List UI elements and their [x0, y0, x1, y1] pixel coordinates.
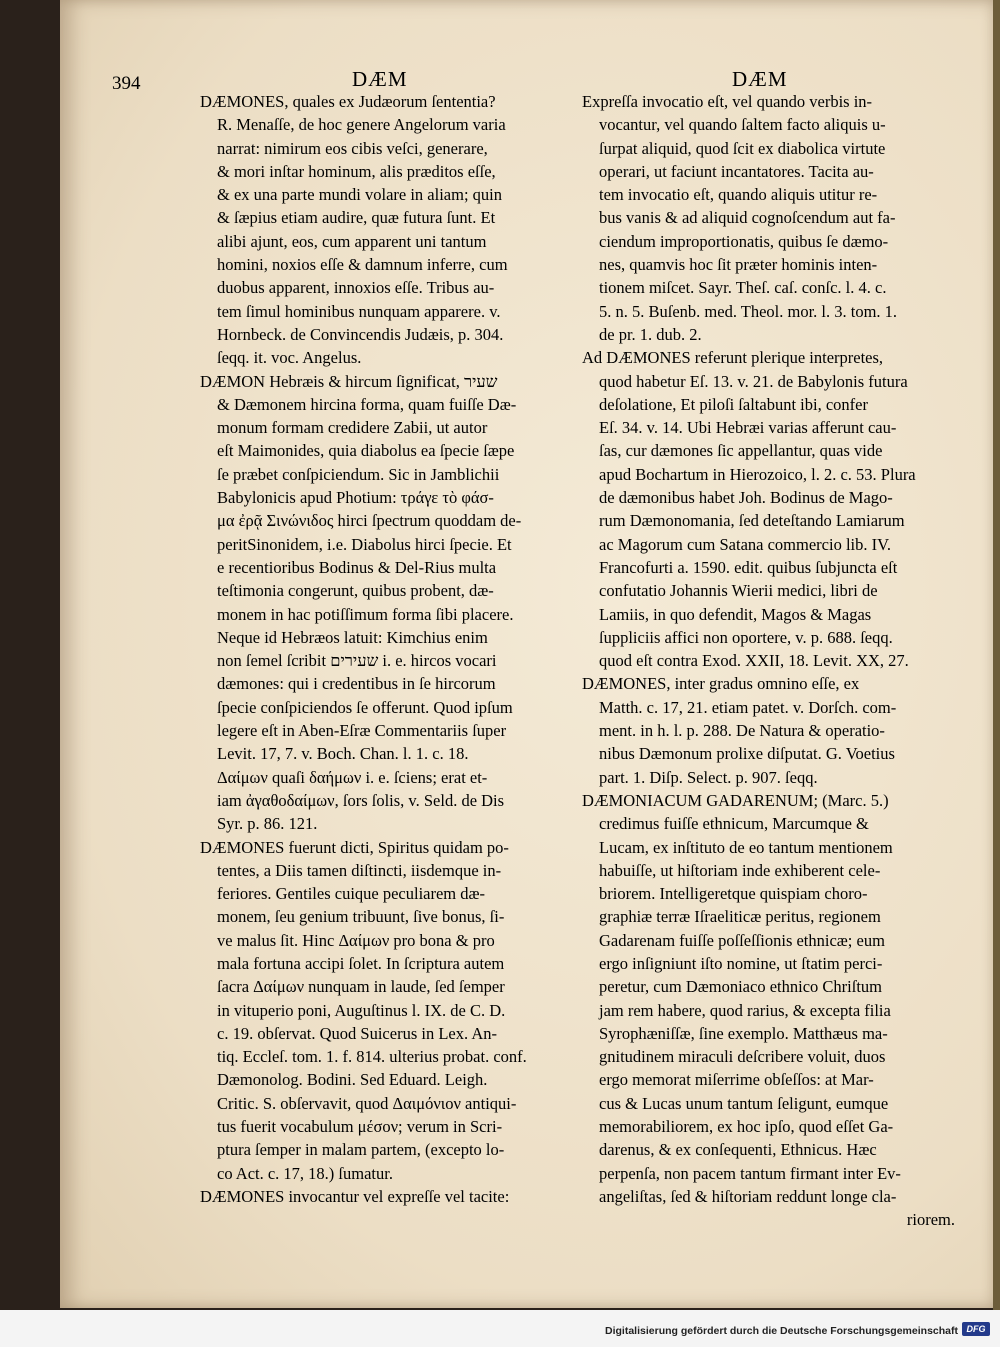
text-line: Expreſſa invocatio eſt, vel quando verbis in-: [582, 92, 873, 111]
text-line: quod eſt contra Exod. XXII, 18. Levit. XX, 27.: [599, 651, 909, 671]
text-line: feriores. Gentiles cuique peculiarem dæ-: [217, 884, 486, 904]
text-line: rum Dæmonomania, ſed deteſtando Lamiarum: [599, 511, 905, 531]
text-line: Ad DÆMONES referunt plerique interpretes,: [582, 348, 884, 368]
text-line: DÆMONES, quales ex Judæorum ſententia?: [200, 92, 496, 111]
text-line: μα ἐρᾷ Σινώνιδος hirci ſpectrum quoddam de-: [217, 511, 522, 531]
text-line: tus fuerit vocabulum μέσον; verum in Scri-: [217, 1117, 503, 1137]
text-line: part. 1. Diſp. Select. p. 907. ſeqq.: [599, 767, 818, 787]
text-line: tentes, a Diis tamen diſtincti, iisdemque in-: [217, 860, 502, 880]
text-line: eſt Maimonides, quia diabolus ea ſpecie ſæpe: [217, 441, 515, 461]
text-line: non ſemel ſcribit שעירים i. e. hircos vocari: [217, 651, 497, 671]
text-line: habuiſſe, ut hiſtoriam inde exhiberent cele-: [599, 860, 881, 880]
text-line: vocantur, vel quando ſaltem facto aliquis u-: [599, 115, 886, 135]
text-line: in vituperio poni, Auguſtinus l. IX. de C. D.: [217, 1000, 506, 1020]
text-line: DÆMONES invocantur vel expreſſe vel tacite:: [200, 1186, 510, 1206]
text-line: Critic. S. obſervavit, quod Δαιμόνιον antiqui-: [217, 1093, 517, 1113]
text-line: peretur, cum Dæmoniaco ethnico Chriſtum: [599, 977, 882, 997]
text-line: & ex una parte mundi volare in aliam; quin: [217, 185, 503, 205]
text-line: credimus fuiſſe ethnicum, Marcumque &: [599, 814, 869, 834]
text-line: iam ἀγαθοδαίμων, ſors ſolis, v. Seld. de Dis: [217, 790, 505, 810]
page-number: 394: [112, 73, 141, 94]
text-line: apud Bochartum in Hierozoico, l. 2. c. 53. Plura: [599, 464, 916, 484]
text-line: briorem. Intelligeretque quispiam choro-: [599, 884, 868, 904]
text-line: mala fortuna accipi ſolet. In ſcriptura autem: [217, 953, 505, 973]
text-line: cus & Lucas unum tantum ſeligunt, eumque: [599, 1093, 889, 1113]
text-line: co Act. c. 17, 18.) ſumatur.: [217, 1163, 393, 1183]
page-edge: [993, 0, 1000, 1310]
dfg-logo-icon: DFG: [962, 1322, 990, 1336]
text-line: tionem miſcet. Sayr. Theſ. caſ. conſc. l. 4. c.: [599, 278, 887, 298]
text-line: Dæmonolog. Bodini. Sed Eduard. Leigh.: [217, 1070, 488, 1090]
text-line: monum formam credidere Zabii, ut autor: [217, 418, 488, 438]
text-line: legere eſt in Aben-Eſræ Commentariis ſuper: [217, 721, 507, 741]
text-line: ergo inſigniunt iſto nomine, ut ſtatim perci-: [599, 953, 883, 973]
text-line: Syrophæniſſæ, ſine exemplo. Matthæus ma-: [599, 1023, 888, 1043]
text-line: DÆMON Hebræis & hircum ſignificat, שעיר: [200, 371, 498, 391]
text-line: de pr. 1. dub. 2.: [599, 324, 702, 344]
text-line: nibus Dæmonum prolixe diſputat. G. Voetius: [599, 744, 895, 764]
text-line: Levit. 17, 7. v. Boch. Chan. l. 1. c. 18.: [217, 744, 469, 764]
text-line: teſtimonia congerunt, quibus probent, dæ-: [217, 581, 494, 601]
text-line: Eſ. 34. v. 14. Ubi Hebræi varias afferunt cau-: [599, 418, 897, 438]
text-line: narrat: nimirum eos cibis veſci, generare,: [217, 138, 488, 158]
footer-credit: Digitalisierung gefördert durch die Deutsche Forschungsgemeinschaft: [605, 1325, 958, 1337]
text-line: tiq. Eccleſ. tom. 1. f. 814. ulterius probat. conf.: [217, 1047, 527, 1067]
text-line: Matth. c. 17, 21. etiam patet. v. Dorſch. com-: [599, 697, 897, 717]
text-line: Hornbeck. de Convincendis Judæis, p. 304.: [217, 324, 504, 344]
text-line: deſolatione, Et piloſi ſaltabunt ibi, confer: [599, 394, 868, 414]
text-line: riorem.: [906, 1210, 955, 1230]
text-line: duobus apparent, innoxios eſſe. Tribus au-: [217, 278, 495, 298]
text-line: Gadarenam fuiſſe poſſeſſionis ethnicæ; eum: [599, 930, 885, 950]
running-head-right: DÆM: [732, 67, 788, 91]
text-line: perpenſa, non pacem tantum firmant inter Ev-: [599, 1163, 901, 1183]
text-line: DÆMONES, inter gradus omnino eſſe, ex: [582, 674, 860, 694]
running-head-left: DÆM: [352, 67, 408, 91]
text-line: angeliſtas, ſed & hiſtoriam reddunt longe cla-: [599, 1186, 897, 1206]
right-column: [582, 90, 965, 1232]
text-line: quod habetur Eſ. 13. v. 21. de Babylonis futura: [599, 371, 908, 391]
text-line: Neque id Hebræos latuit: Kimchius enim: [217, 627, 488, 647]
text-line: tem invocatio eſt, quando aliquis utitur re-: [599, 185, 878, 205]
text-line: dæmones: qui i credentibus in ſe hircorum: [217, 674, 496, 694]
text-line: homini, noxios eſſe & damnum inferre, cum: [217, 255, 508, 275]
text-line: ve malus ſit. Hinc Δαίμων pro bona & pro: [217, 930, 495, 950]
text-line: ſas, cur dæmones ſic appellantur, quas vide: [599, 441, 883, 461]
text-line: memorabiliorem, ex hoc ipſo, quod eſſet Ga-: [599, 1117, 894, 1137]
text-line: jam rem habere, quod rarius, & excepta filia: [599, 1000, 891, 1020]
text-line: confutatio Johannis Wierii medici, libri de: [599, 581, 878, 601]
text-line: & mori inſtar hominum, alis præditos eſſe,: [217, 161, 496, 181]
text-line: de dæmonibus habet Joh. Bodinus de Mago-: [599, 488, 893, 508]
text-line: Δαίμων quaſi δαήμων i. e. ſciens; erat et-: [217, 767, 488, 787]
text-line: ac Magorum cum Satana commercio lib. IV.: [599, 534, 892, 554]
text-line: Lucam, ex inſtituto de eo tantum mentionem: [599, 837, 893, 857]
text-line: & ſæpius etiam audire, quæ futura ſunt. Et: [217, 208, 496, 228]
text-line: ergo memorat miſerrime obſeſſos: at Mar-: [599, 1070, 874, 1090]
text-line: R. Menaſſe, de hoc genere Angelorum varia: [217, 115, 506, 135]
text-line: gnitudinem miraculi deſcribere voluit, duos: [599, 1047, 886, 1067]
text-line: monem, ſeu genium tribuunt, ſive bonus, ſi-: [217, 907, 505, 927]
text-line: ſpecie conſpiciendos ſe offerunt. Quod ipſum: [217, 697, 513, 717]
text-line: e recentioribus Bodinus & Del-Rius multa: [217, 557, 497, 577]
text-line: bus vanis & ad aliquid cognoſcendum aut fa-: [599, 208, 896, 228]
text-line: ciendum improportionatis, quibus ſe dæmo-: [599, 231, 889, 251]
text-line: nes, quamvis hoc ſit præter hominis inten-: [599, 255, 878, 275]
text-line: monem in hac potiſſimum forma ſibi placere.: [217, 604, 514, 624]
text-line: ſurpat aliquid, quod ſcit ex diabolica virtute: [599, 138, 886, 158]
text-line: 5. n. 5. Buſenb. med. Theol. mor. l. 3. tom. 1.: [599, 301, 898, 321]
text-line: darenus, & ex conſequenti, Ethnicus. Hæc: [599, 1140, 877, 1160]
text-line: Babylonicis apud Photium: τράγε τὸ φάσ-: [217, 488, 494, 508]
text-line: DÆMONIACUM GADARENUM; (Marc. 5.): [582, 790, 889, 810]
text-line: Francofurti a. 1590. edit. quibus ſubjuncta eſt: [599, 557, 898, 577]
text-line: operari, ut faciunt incantatores. Tacita au-: [599, 161, 874, 181]
text-line: alibi ajunt, eos, cum apparent uni tantum: [217, 231, 487, 251]
left-column: [200, 90, 585, 1208]
text-line: Lamiis, in quo defendit, Magos & Magas: [599, 604, 872, 624]
text-line: & Dæmonem hircina forma, quam fuiſſe Dæ-: [217, 394, 517, 414]
text-line: ſeqq. it. voc. Angelus.: [217, 348, 362, 368]
text-line: c. 19. obſervat. Quod Suicerus in Lex. An-: [217, 1023, 497, 1043]
text-line: ptura ſemper in malam partem, (excepto lo-: [217, 1140, 505, 1160]
text-line: peritSinonidem, i.e. Diabolus hirci ſpecie. Et: [217, 534, 512, 554]
text-line: Syr. p. 86. 121.: [217, 814, 318, 834]
text-line: ſe præbet conſpiciendum. Sic in Jamblichii: [217, 464, 500, 484]
text-line: graphiæ terræ Iſraeliticæ peritus, regionem: [599, 907, 881, 927]
text-line: ſacra Δαίμων nunquam in laude, ſed ſemper: [217, 977, 505, 997]
text-line: ment. in h. l. p. 288. De Natura & operatio-: [599, 721, 885, 741]
text-line: tem ſimul hominibus nunquam apparere. v.: [217, 301, 501, 321]
text-line: DÆMONES fuerunt dicti, Spiritus quidam po-: [200, 837, 509, 857]
text-line: ſuppliciis affici non oportere, v. p. 688. ſeqq.: [599, 627, 893, 647]
